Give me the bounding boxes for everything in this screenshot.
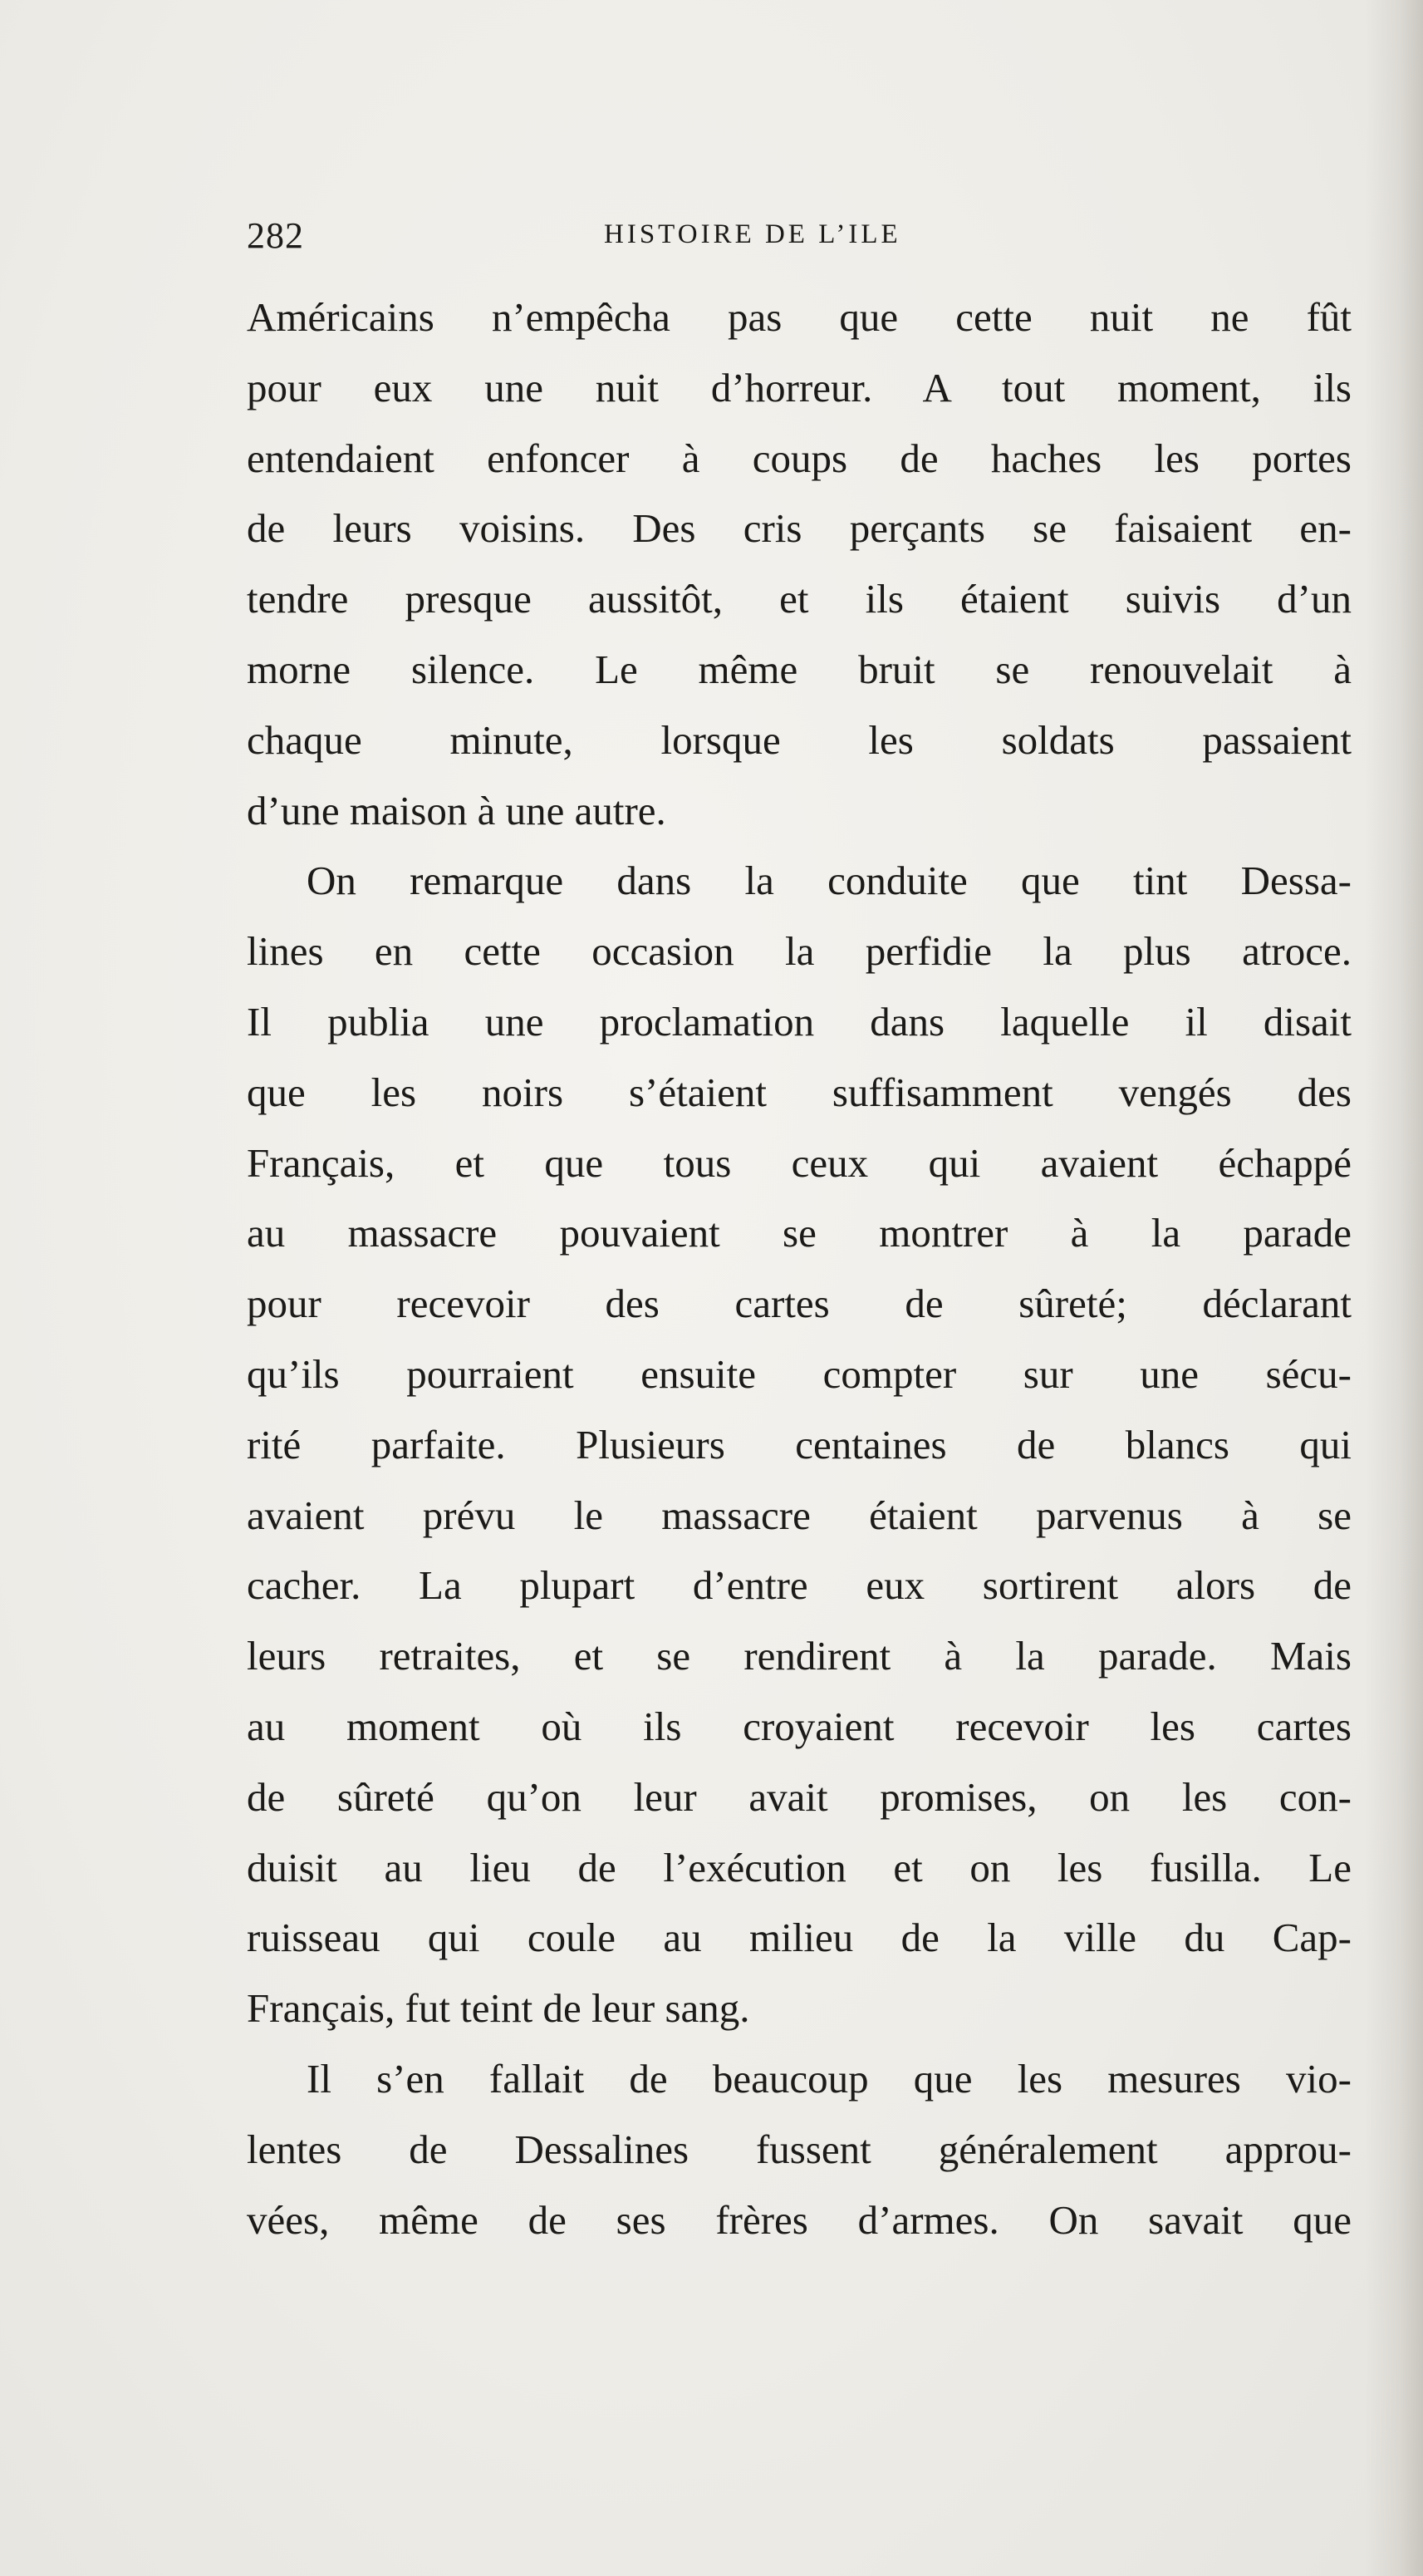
running-title: HISTOIRE DE L’ILE xyxy=(604,219,901,249)
page-edge-shadow xyxy=(1365,0,1423,2576)
text-line: qu’ils pourraient ensuite compter sur une sécu- xyxy=(247,1350,1352,1397)
text-line: ruisseau qui coule au milieu de la ville du Cap- xyxy=(247,1915,1352,1961)
text-line: lentes de Dessalines fussent généralement approu- xyxy=(247,2126,1352,2172)
text-line: de sûreté qu’on leur avait promises, on les con- xyxy=(247,1773,1352,1820)
text-line: pour eux une nuit d’horreur. A tout moment, ils xyxy=(247,364,1352,410)
text-line: chaque minute, lorsque les soldats passaient xyxy=(247,716,1352,763)
text-line: lines en cette occasion la perfidie la plus atroce. xyxy=(247,928,1352,975)
text-line: entendaient enfoncer à coups de haches les portes xyxy=(247,435,1352,481)
text-line: de leurs voisins. Des cris perçants se faisaient en- xyxy=(247,505,1352,552)
body-text xyxy=(247,283,1352,2255)
text-line: leurs retraites, et se rendirent à la parade. Mais xyxy=(247,1633,1352,1679)
text-line: Français, fut teint de leur sang. xyxy=(247,1985,750,2032)
text-line: d’une maison à une autre. xyxy=(247,787,666,833)
paragraph-start-line: On remarque dans la conduite que tint Dessa- xyxy=(307,858,1352,904)
paragraph-start-line: Il s’en fallait de beaucoup que les mesures vio- xyxy=(307,2055,1352,2102)
running-header xyxy=(247,214,1360,264)
text-line: Français, et que tous ceux qui avaient échappé xyxy=(247,1139,1352,1186)
text-line: que les noirs s’étaient suffisamment vengés des xyxy=(247,1069,1352,1115)
text-line: Il publia une proclamation dans laquelle il disait xyxy=(247,998,1352,1045)
text-line: cacher. La plupart d’entre eux sortirent alors de xyxy=(247,1562,1352,1609)
text-line: duisit au lieu de l’exécution et on les fusilla. Le xyxy=(247,1844,1352,1890)
page-number: 282 xyxy=(247,215,304,256)
text-line: au massacre pouvaient se montrer à la parade xyxy=(247,1210,1352,1256)
text-line: Américains n’empêcha pas que cette nuit ne fût xyxy=(247,294,1352,340)
text-line: rité parfaite. Plusieurs centaines de blancs qui xyxy=(247,1421,1352,1467)
text-line: au moment où ils croyaient recevoir les cartes xyxy=(247,1703,1352,1749)
text-line: avaient prévu le massacre étaient parvenus à se xyxy=(247,1492,1352,1538)
text-line: morne silence. Le même bruit se renouvelait à xyxy=(247,646,1352,692)
text-line: tendre presque aussitôt, et ils étaient suivis d’un xyxy=(247,576,1352,622)
text-line: pour recevoir des cartes de sûreté; déclarant xyxy=(247,1281,1352,1327)
text-line: vées, même de ses frères d’armes. On savait que xyxy=(247,2196,1352,2243)
